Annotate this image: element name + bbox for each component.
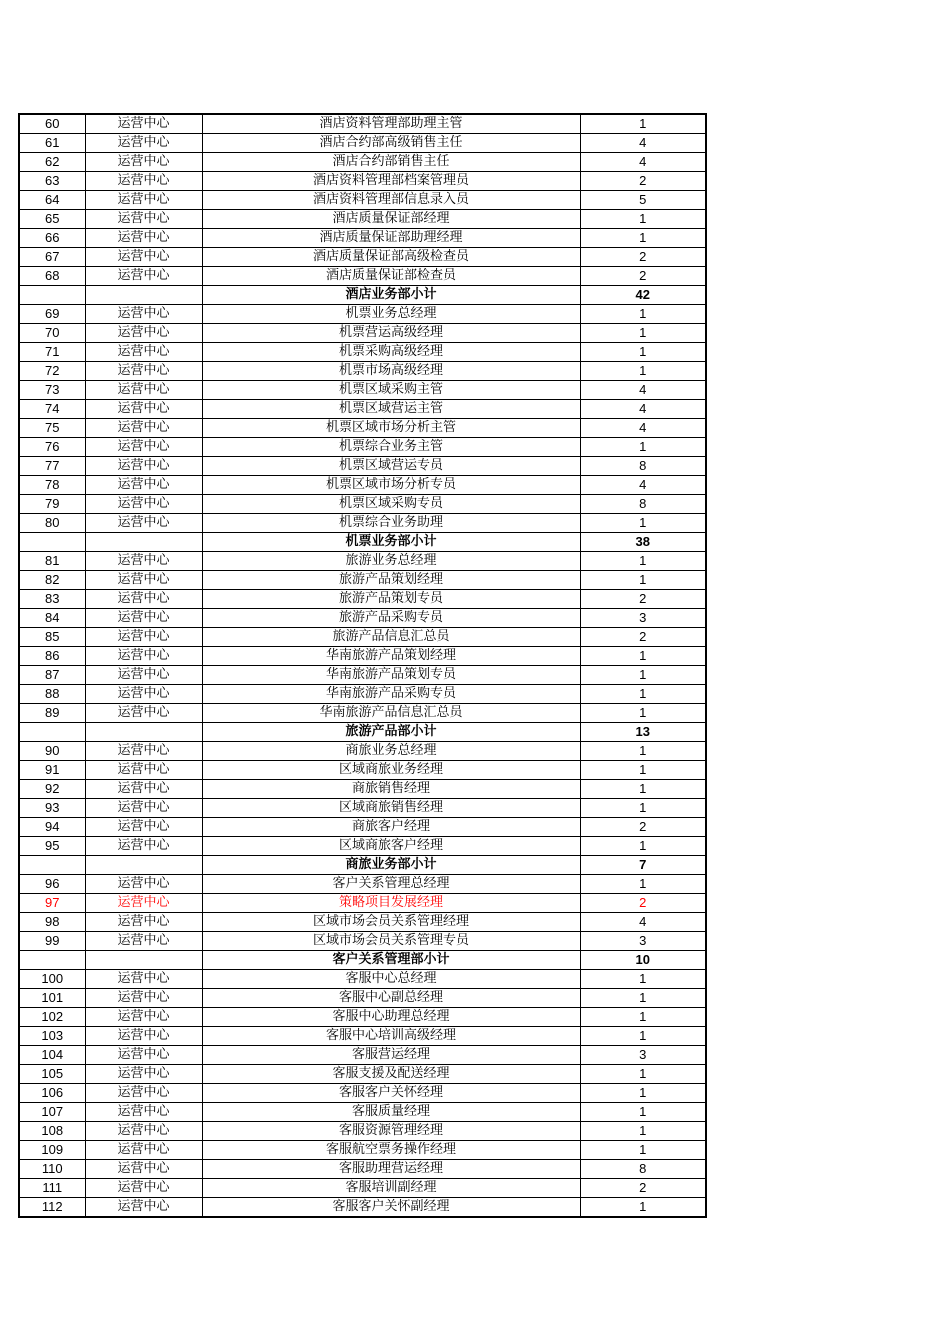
headcount-cell[interactable]: 1 <box>580 324 706 343</box>
headcount-cell[interactable]: 1 <box>580 514 706 533</box>
department-cell[interactable]: 运营中心 <box>85 704 202 723</box>
row-number-cell[interactable]: 63 <box>19 172 85 191</box>
headcount-cell[interactable]: 4 <box>580 153 706 172</box>
row-number-cell[interactable]: 60 <box>19 114 85 134</box>
row-number-cell[interactable]: 108 <box>19 1122 85 1141</box>
position-cell[interactable]: 酒店资料管理部助理主管 <box>202 114 580 134</box>
table-row <box>19 780 706 799</box>
department-cell[interactable] <box>85 723 202 742</box>
row-number-cell[interactable]: 74 <box>19 400 85 419</box>
row-number-cell[interactable]: 75 <box>19 419 85 438</box>
headcount-cell[interactable]: 2 <box>580 590 706 609</box>
position-cell[interactable]: 酒店合约部销售主任 <box>202 153 580 172</box>
department-cell[interactable]: 运营中心 <box>85 305 202 324</box>
headcount-cell[interactable]: 1 <box>580 742 706 761</box>
row-number-cell[interactable]: 73 <box>19 381 85 400</box>
department-cell[interactable]: 运营中心 <box>85 438 202 457</box>
headcount-cell[interactable]: 1 <box>580 647 706 666</box>
table-row <box>19 799 706 818</box>
department-cell[interactable]: 运营中心 <box>85 1084 202 1103</box>
position-cell[interactable]: 酒店质量保证部高级检查员 <box>202 248 580 267</box>
row-number-cell[interactable]: 106 <box>19 1084 85 1103</box>
department-cell[interactable]: 运营中心 <box>85 590 202 609</box>
position-cell[interactable]: 策略项目发展经理 <box>202 894 580 913</box>
department-cell[interactable]: 运营中心 <box>85 571 202 590</box>
row-number-cell[interactable]: 98 <box>19 913 85 932</box>
department-cell[interactable]: 运营中心 <box>85 1046 202 1065</box>
headcount-cell[interactable]: 7 <box>580 856 706 875</box>
headcount-cell[interactable]: 4 <box>580 381 706 400</box>
position-cell[interactable]: 机票采购高级经理 <box>202 343 580 362</box>
row-number-cell[interactable]: 87 <box>19 666 85 685</box>
position-cell[interactable]: 机票市场高级经理 <box>202 362 580 381</box>
position-cell[interactable]: 区域商旅业务经理 <box>202 761 580 780</box>
position-cell[interactable]: 客服培训副经理 <box>202 1179 580 1198</box>
table-row <box>19 970 706 989</box>
table-row <box>19 704 706 723</box>
row-number-cell[interactable]: 82 <box>19 571 85 590</box>
department-cell[interactable]: 运营中心 <box>85 837 202 856</box>
position-cell[interactable]: 客服助理营运经理 <box>202 1160 580 1179</box>
department-cell[interactable]: 运营中心 <box>85 685 202 704</box>
table-row <box>19 1122 706 1141</box>
department-cell[interactable]: 运营中心 <box>85 761 202 780</box>
headcount-cell[interactable]: 3 <box>580 609 706 628</box>
table-row <box>19 1027 706 1046</box>
row-number-cell[interactable]: 66 <box>19 229 85 248</box>
department-cell[interactable]: 运营中心 <box>85 114 202 134</box>
row-number-cell[interactable]: 88 <box>19 685 85 704</box>
position-cell[interactable]: 机票综合业务主管 <box>202 438 580 457</box>
position-cell[interactable]: 客户关系管理部小计 <box>202 951 580 970</box>
table-row <box>19 685 706 704</box>
table-row <box>19 476 706 495</box>
headcount-cell[interactable]: 8 <box>580 495 706 514</box>
table-row <box>19 172 706 191</box>
row-number-cell[interactable]: 68 <box>19 267 85 286</box>
position-cell[interactable]: 机票业务总经理 <box>202 305 580 324</box>
headcount-cell[interactable]: 1 <box>580 1141 706 1160</box>
table-row <box>19 438 706 457</box>
headcount-cell[interactable]: 1 <box>580 989 706 1008</box>
position-cell[interactable]: 酒店合约部高级销售主任 <box>202 134 580 153</box>
row-number-cell[interactable]: 79 <box>19 495 85 514</box>
position-cell[interactable]: 华南旅游产品信息汇总员 <box>202 704 580 723</box>
table-row <box>19 267 706 286</box>
row-number-cell[interactable] <box>19 533 85 552</box>
position-cell[interactable]: 区域商旅客户经理 <box>202 837 580 856</box>
table-row <box>19 1065 706 1084</box>
table-row <box>19 229 706 248</box>
headcount-cell[interactable]: 1 <box>580 1122 706 1141</box>
position-cell[interactable]: 华南旅游产品策划经理 <box>202 647 580 666</box>
row-number-cell[interactable]: 85 <box>19 628 85 647</box>
headcount-cell[interactable]: 42 <box>580 286 706 305</box>
department-cell[interactable]: 运营中心 <box>85 666 202 685</box>
department-cell[interactable]: 运营中心 <box>85 419 202 438</box>
position-cell[interactable]: 机票业务部小计 <box>202 533 580 552</box>
department-cell[interactable]: 运营中心 <box>85 229 202 248</box>
department-cell[interactable]: 运营中心 <box>85 818 202 837</box>
row-number-cell[interactable]: 102 <box>19 1008 85 1027</box>
department-cell[interactable]: 运营中心 <box>85 400 202 419</box>
department-cell[interactable]: 运营中心 <box>85 514 202 533</box>
table-row <box>19 932 706 951</box>
position-cell[interactable]: 客户关系管理总经理 <box>202 875 580 894</box>
position-cell[interactable]: 旅游产品部小计 <box>202 723 580 742</box>
row-number-cell[interactable]: 83 <box>19 590 85 609</box>
row-number-cell[interactable]: 110 <box>19 1160 85 1179</box>
department-cell[interactable] <box>85 286 202 305</box>
position-cell[interactable]: 旅游产品信息汇总员 <box>202 628 580 647</box>
row-number-cell[interactable]: 92 <box>19 780 85 799</box>
department-cell[interactable]: 运营中心 <box>85 495 202 514</box>
department-cell[interactable]: 运营中心 <box>85 609 202 628</box>
row-number-cell[interactable]: 61 <box>19 134 85 153</box>
staffing-table-body <box>19 114 706 1217</box>
headcount-cell[interactable]: 2 <box>580 172 706 191</box>
row-number-cell[interactable] <box>19 723 85 742</box>
row-number-cell[interactable]: 65 <box>19 210 85 229</box>
row-number-cell[interactable]: 91 <box>19 761 85 780</box>
table-row <box>19 1179 706 1198</box>
department-cell[interactable] <box>85 951 202 970</box>
headcount-cell[interactable]: 1 <box>580 1027 706 1046</box>
headcount-cell[interactable]: 4 <box>580 134 706 153</box>
department-cell[interactable]: 运营中心 <box>85 476 202 495</box>
department-cell[interactable]: 运营中心 <box>85 1198 202 1218</box>
position-cell[interactable]: 客服支援及配送经理 <box>202 1065 580 1084</box>
position-cell[interactable]: 客服中心助理总经理 <box>202 1008 580 1027</box>
row-number-cell[interactable]: 103 <box>19 1027 85 1046</box>
department-cell[interactable]: 运营中心 <box>85 780 202 799</box>
department-cell[interactable]: 运营中心 <box>85 1027 202 1046</box>
row-number-cell[interactable] <box>19 951 85 970</box>
position-cell[interactable]: 旅游产品策划专员 <box>202 590 580 609</box>
department-cell[interactable]: 运营中心 <box>85 248 202 267</box>
department-cell[interactable]: 运营中心 <box>85 989 202 1008</box>
table-row <box>19 837 706 856</box>
headcount-cell[interactable]: 8 <box>580 1160 706 1179</box>
position-cell[interactable]: 商旅业务总经理 <box>202 742 580 761</box>
row-number-cell[interactable]: 70 <box>19 324 85 343</box>
row-number-cell[interactable] <box>19 286 85 305</box>
department-cell[interactable]: 运营中心 <box>85 1179 202 1198</box>
position-cell[interactable]: 客服中心总经理 <box>202 970 580 989</box>
table-row <box>19 1160 706 1179</box>
table-row <box>19 1103 706 1122</box>
headcount-cell[interactable]: 1 <box>580 1008 706 1027</box>
table-row <box>19 552 706 571</box>
table-row <box>19 875 706 894</box>
department-cell[interactable]: 运营中心 <box>85 1103 202 1122</box>
department-cell[interactable]: 运营中心 <box>85 267 202 286</box>
staffing-table <box>18 113 707 1218</box>
table-row <box>19 647 706 666</box>
headcount-cell[interactable]: 1 <box>580 1084 706 1103</box>
headcount-cell[interactable]: 1 <box>580 1065 706 1084</box>
headcount-cell[interactable]: 1 <box>580 343 706 362</box>
table-row <box>19 761 706 780</box>
department-cell[interactable]: 运营中心 <box>85 172 202 191</box>
position-cell[interactable]: 客服中心培训高级经理 <box>202 1027 580 1046</box>
table-row <box>19 305 706 324</box>
subtotal-row <box>19 286 706 305</box>
table-row <box>19 571 706 590</box>
headcount-cell[interactable]: 1 <box>580 970 706 989</box>
row-number-cell[interactable]: 99 <box>19 932 85 951</box>
department-cell[interactable]: 运营中心 <box>85 1141 202 1160</box>
position-cell[interactable]: 机票区域采购专员 <box>202 495 580 514</box>
department-cell[interactable]: 运营中心 <box>85 343 202 362</box>
position-cell[interactable]: 机票区域采购主管 <box>202 381 580 400</box>
department-cell[interactable]: 运营中心 <box>85 362 202 381</box>
department-cell[interactable]: 运营中心 <box>85 552 202 571</box>
position-cell[interactable]: 华南旅游产品采购专员 <box>202 685 580 704</box>
row-number-cell[interactable]: 67 <box>19 248 85 267</box>
headcount-cell[interactable]: 5 <box>580 191 706 210</box>
row-number-cell[interactable]: 86 <box>19 647 85 666</box>
position-cell[interactable]: 旅游产品策划经理 <box>202 571 580 590</box>
department-cell[interactable]: 运营中心 <box>85 191 202 210</box>
headcount-cell[interactable]: 1 <box>580 780 706 799</box>
position-cell[interactable]: 客服中心副总经理 <box>202 989 580 1008</box>
table-row <box>19 628 706 647</box>
department-cell[interactable]: 运营中心 <box>85 913 202 932</box>
headcount-cell[interactable]: 10 <box>580 951 706 970</box>
headcount-cell[interactable]: 1 <box>580 114 706 134</box>
position-cell[interactable]: 客服质量经理 <box>202 1103 580 1122</box>
headcount-cell[interactable]: 2 <box>580 818 706 837</box>
subtotal-row <box>19 856 706 875</box>
table-row <box>19 191 706 210</box>
headcount-cell[interactable]: 1 <box>580 875 706 894</box>
row-number-cell[interactable]: 81 <box>19 552 85 571</box>
headcount-cell[interactable]: 38 <box>580 533 706 552</box>
headcount-cell[interactable]: 3 <box>580 932 706 951</box>
table-row <box>19 514 706 533</box>
position-cell[interactable]: 客服客户关怀副经理 <box>202 1198 580 1218</box>
department-cell[interactable]: 运营中心 <box>85 457 202 476</box>
table-row <box>19 343 706 362</box>
row-number-cell[interactable]: 95 <box>19 837 85 856</box>
row-number-cell[interactable]: 96 <box>19 875 85 894</box>
row-number-cell[interactable] <box>19 856 85 875</box>
row-number-cell[interactable]: 76 <box>19 438 85 457</box>
table-row <box>19 381 706 400</box>
position-cell[interactable]: 机票区域市场分析专员 <box>202 476 580 495</box>
table-row <box>19 1198 706 1218</box>
table-row <box>19 894 706 913</box>
position-cell[interactable]: 机票区域营运主管 <box>202 400 580 419</box>
table-row <box>19 400 706 419</box>
department-cell[interactable]: 运营中心 <box>85 742 202 761</box>
department-cell[interactable]: 运营中心 <box>85 647 202 666</box>
headcount-cell[interactable]: 2 <box>580 248 706 267</box>
department-cell[interactable]: 运营中心 <box>85 324 202 343</box>
position-cell[interactable]: 区域商旅销售经理 <box>202 799 580 818</box>
row-number-cell[interactable]: 64 <box>19 191 85 210</box>
row-number-cell[interactable]: 97 <box>19 894 85 913</box>
row-number-cell[interactable]: 112 <box>19 1198 85 1218</box>
position-cell[interactable]: 机票综合业务助理 <box>202 514 580 533</box>
table-row <box>19 1008 706 1027</box>
headcount-cell[interactable]: 1 <box>580 571 706 590</box>
row-number-cell[interactable]: 77 <box>19 457 85 476</box>
row-number-cell[interactable]: 62 <box>19 153 85 172</box>
department-cell[interactable]: 运营中心 <box>85 1122 202 1141</box>
headcount-cell[interactable]: 2 <box>580 267 706 286</box>
row-number-cell[interactable]: 109 <box>19 1141 85 1160</box>
position-cell[interactable]: 酒店资料管理部档案管理员 <box>202 172 580 191</box>
row-number-cell[interactable]: 89 <box>19 704 85 723</box>
department-cell[interactable]: 运营中心 <box>85 1160 202 1179</box>
headcount-cell[interactable]: 1 <box>580 704 706 723</box>
position-cell[interactable]: 酒店质量保证部经理 <box>202 210 580 229</box>
headcount-cell[interactable]: 2 <box>580 894 706 913</box>
department-cell[interactable]: 运营中心 <box>85 628 202 647</box>
table-row <box>19 666 706 685</box>
row-number-cell[interactable]: 105 <box>19 1065 85 1084</box>
headcount-cell[interactable]: 1 <box>580 799 706 818</box>
department-cell[interactable] <box>85 533 202 552</box>
headcount-cell[interactable]: 1 <box>580 229 706 248</box>
headcount-cell[interactable]: 1 <box>580 552 706 571</box>
table-row <box>19 362 706 381</box>
row-number-cell[interactable]: 80 <box>19 514 85 533</box>
position-cell[interactable]: 酒店质量保证部检查员 <box>202 267 580 286</box>
department-cell[interactable]: 运营中心 <box>85 875 202 894</box>
headcount-cell[interactable]: 4 <box>580 476 706 495</box>
headcount-cell[interactable]: 1 <box>580 666 706 685</box>
subtotal-row <box>19 951 706 970</box>
row-number-cell[interactable]: 111 <box>19 1179 85 1198</box>
row-number-cell[interactable]: 107 <box>19 1103 85 1122</box>
table-row <box>19 1084 706 1103</box>
department-cell[interactable]: 运营中心 <box>85 932 202 951</box>
headcount-cell[interactable]: 1 <box>580 305 706 324</box>
headcount-cell[interactable]: 3 <box>580 1046 706 1065</box>
department-cell[interactable]: 运营中心 <box>85 1065 202 1084</box>
position-cell[interactable]: 旅游产品采购专员 <box>202 609 580 628</box>
table-row <box>19 419 706 438</box>
headcount-cell[interactable]: 2 <box>580 1179 706 1198</box>
table-row <box>19 590 706 609</box>
position-cell[interactable]: 机票营运高级经理 <box>202 324 580 343</box>
table-row <box>19 134 706 153</box>
table-row <box>19 609 706 628</box>
headcount-cell[interactable]: 1 <box>580 210 706 229</box>
department-cell[interactable]: 运营中心 <box>85 153 202 172</box>
subtotal-row <box>19 723 706 742</box>
row-number-cell[interactable]: 93 <box>19 799 85 818</box>
department-cell[interactable]: 运营中心 <box>85 210 202 229</box>
row-number-cell[interactable]: 71 <box>19 343 85 362</box>
table-row <box>19 114 706 134</box>
department-cell[interactable]: 运营中心 <box>85 970 202 989</box>
headcount-cell[interactable]: 1 <box>580 362 706 381</box>
headcount-cell[interactable]: 13 <box>580 723 706 742</box>
table-row <box>19 495 706 514</box>
department-cell[interactable] <box>85 856 202 875</box>
position-cell[interactable]: 机票区域营运专员 <box>202 457 580 476</box>
position-cell[interactable]: 区域市场会员关系管理专员 <box>202 932 580 951</box>
row-number-cell[interactable]: 72 <box>19 362 85 381</box>
position-cell[interactable]: 酒店质量保证部助理经理 <box>202 229 580 248</box>
position-cell[interactable]: 区域市场会员关系管理经理 <box>202 913 580 932</box>
headcount-cell[interactable]: 8 <box>580 457 706 476</box>
department-cell[interactable]: 运营中心 <box>85 134 202 153</box>
table-row <box>19 913 706 932</box>
row-number-cell[interactable]: 90 <box>19 742 85 761</box>
position-cell[interactable]: 商旅销售经理 <box>202 780 580 799</box>
position-cell[interactable]: 商旅客户经理 <box>202 818 580 837</box>
table-row <box>19 324 706 343</box>
position-cell[interactable]: 酒店资料管理部信息录入员 <box>202 191 580 210</box>
position-cell[interactable]: 酒店业务部小计 <box>202 286 580 305</box>
table-row <box>19 989 706 1008</box>
subtotal-row <box>19 533 706 552</box>
table-row <box>19 153 706 172</box>
row-number-cell[interactable]: 94 <box>19 818 85 837</box>
table-row <box>19 818 706 837</box>
table-row <box>19 742 706 761</box>
row-number-cell[interactable]: 84 <box>19 609 85 628</box>
position-cell[interactable]: 客服资源管理经理 <box>202 1122 580 1141</box>
headcount-cell[interactable]: 2 <box>580 628 706 647</box>
headcount-cell[interactable]: 4 <box>580 400 706 419</box>
position-cell[interactable]: 客服航空票务操作经理 <box>202 1141 580 1160</box>
headcount-cell[interactable]: 1 <box>580 438 706 457</box>
department-cell[interactable]: 运营中心 <box>85 894 202 913</box>
table-row <box>19 457 706 476</box>
position-cell[interactable]: 客服营运经理 <box>202 1046 580 1065</box>
headcount-cell[interactable]: 1 <box>580 1198 706 1218</box>
department-cell[interactable]: 运营中心 <box>85 1008 202 1027</box>
position-cell[interactable]: 客服客户关怀经理 <box>202 1084 580 1103</box>
position-cell[interactable]: 华南旅游产品策划专员 <box>202 666 580 685</box>
department-cell[interactable]: 运营中心 <box>85 381 202 400</box>
position-cell[interactable]: 机票区域市场分析主管 <box>202 419 580 438</box>
row-number-cell[interactable]: 69 <box>19 305 85 324</box>
table-row <box>19 1046 706 1065</box>
position-cell[interactable]: 旅游业务总经理 <box>202 552 580 571</box>
table-row <box>19 1141 706 1160</box>
headcount-cell[interactable]: 1 <box>580 1103 706 1122</box>
position-cell[interactable]: 商旅业务部小计 <box>202 856 580 875</box>
row-number-cell[interactable]: 104 <box>19 1046 85 1065</box>
row-number-cell[interactable]: 100 <box>19 970 85 989</box>
row-number-cell[interactable]: 78 <box>19 476 85 495</box>
headcount-cell[interactable]: 4 <box>580 419 706 438</box>
table-row <box>19 248 706 267</box>
headcount-cell[interactable]: 4 <box>580 913 706 932</box>
table-row <box>19 210 706 229</box>
headcount-cell[interactable]: 1 <box>580 685 706 704</box>
department-cell[interactable]: 运营中心 <box>85 799 202 818</box>
headcount-cell[interactable]: 1 <box>580 761 706 780</box>
row-number-cell[interactable]: 101 <box>19 989 85 1008</box>
headcount-cell[interactable]: 1 <box>580 837 706 856</box>
